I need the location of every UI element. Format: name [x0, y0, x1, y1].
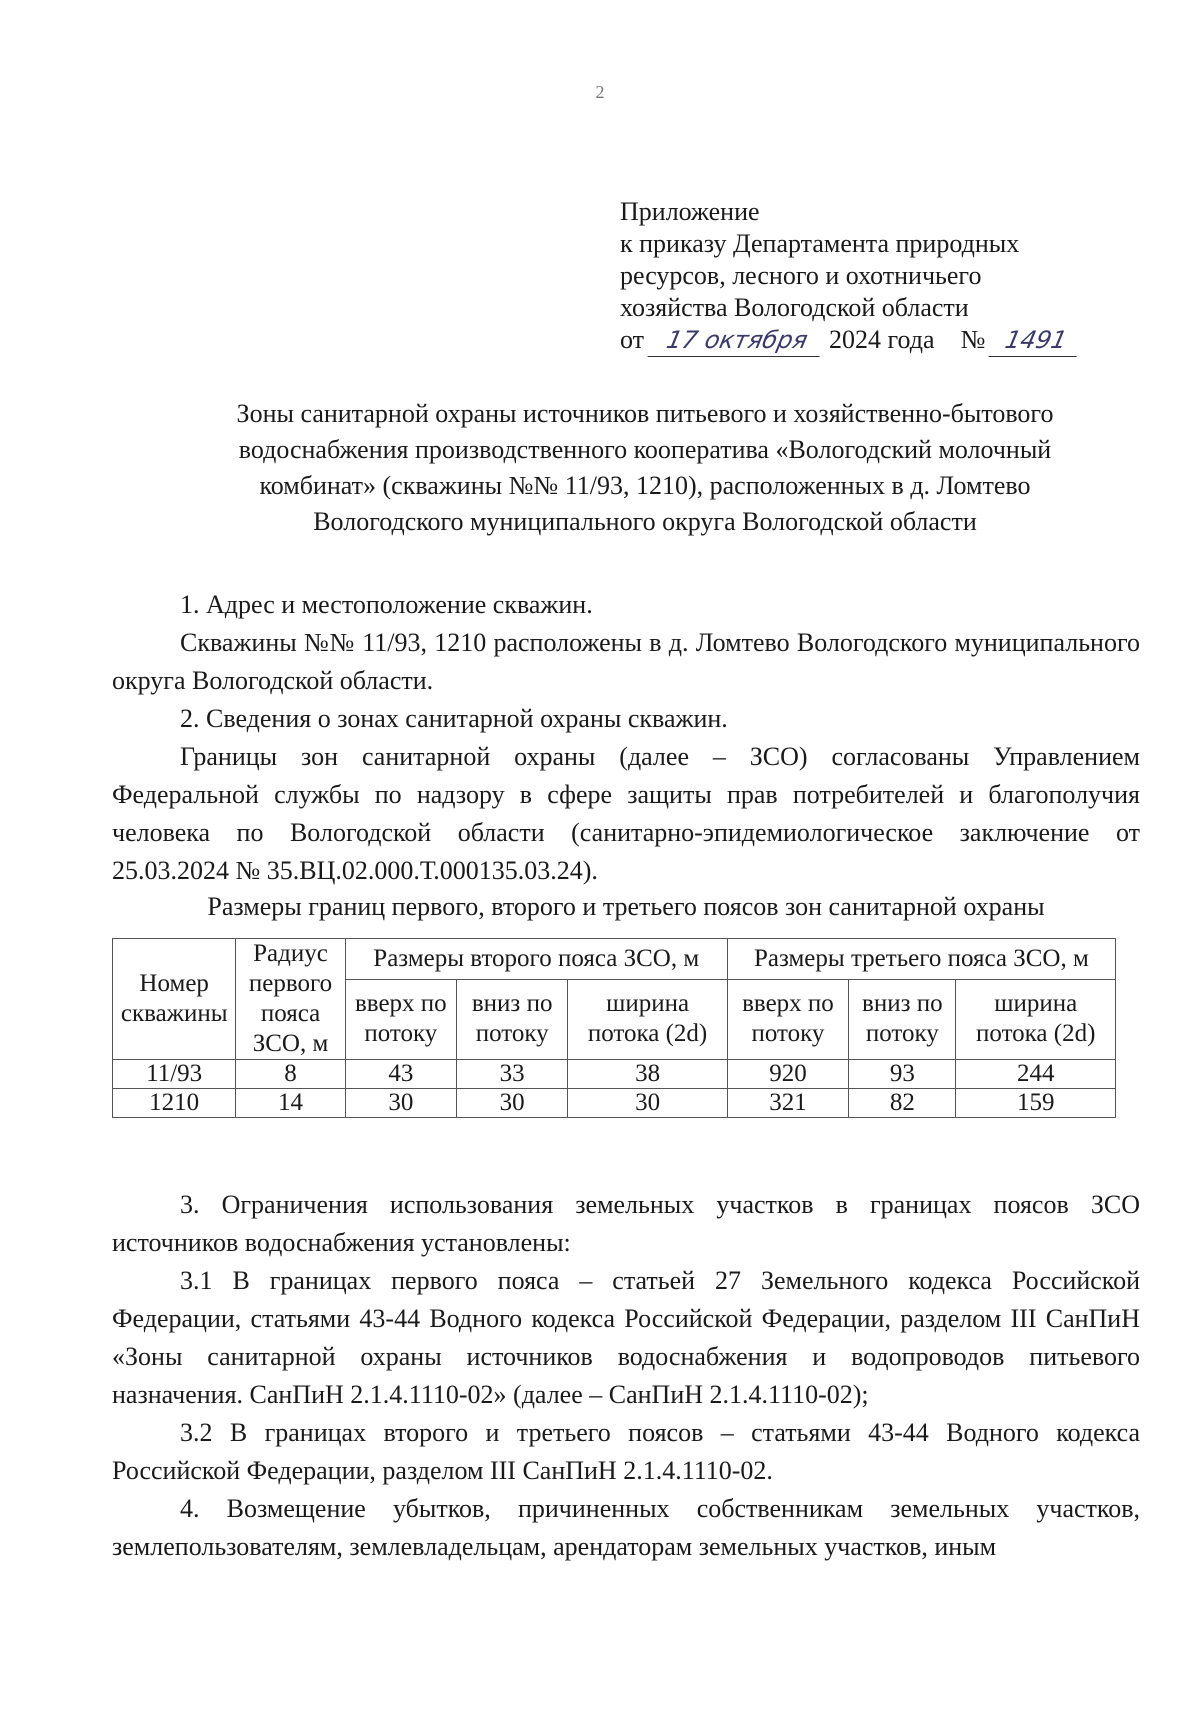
cell-up-3: 920	[727, 1060, 848, 1089]
table-caption: Размеры границ первого, второго и третьего поясов зон санитарной охраны	[207, 892, 1045, 921]
header-up-2: вверх по потоку	[345, 979, 456, 1059]
section-1-text: Скважины №№ 11/93, 1210 расположены в д. Ломтево Вологодского муниципального округа Вологодской области.	[112, 628, 1140, 695]
appendix-line: ресурсов, лесного и охотничьего	[620, 261, 982, 290]
title-line: Вологодского муниципального округа Вологодской области	[313, 507, 977, 536]
header-width-2: ширина потока (2d)	[568, 979, 727, 1059]
section-1-2	[112, 586, 1140, 890]
appendix-date-line	[620, 324, 1140, 357]
title-line: Зоны санитарной охраны источников питьевого и хозяйственно-бытового	[236, 399, 1054, 428]
cell-radius: 8	[236, 1060, 345, 1089]
header-third-belt: Размеры третьего пояса ЗСО, м	[727, 939, 1115, 980]
cell-down-2: 33	[457, 1060, 568, 1089]
header-width-3: ширина потока (2d)	[956, 979, 1116, 1059]
section-3-2-text: 3.2 В границах второго и третьего поясов – статьями 43-44 Водного кодекса Российской Федерации, разделом III СанПиН 2.1.4.1110-02.	[112, 1418, 1140, 1485]
cell-up-2: 43	[345, 1060, 456, 1089]
cell-up-3: 321	[727, 1089, 848, 1118]
zso-table	[112, 938, 1116, 1118]
from-label: от	[620, 325, 645, 354]
section-3-1-text: 3.1 В границах первого пояса – статьей 27 Земельного кодекса Российской Федерации, статьями 43-44 Водного кодекса Российской Федерации, разделом III СанПиН «Зоны санитарной охраны источников водоснабжения и водопроводов питьевого назначения. СанПиН 2.1.4.1110-02» (далее – СанПиН 2.1.4.1110-02);	[112, 1266, 1140, 1409]
header-well: Номер скважины	[113, 939, 236, 1060]
document-title	[160, 396, 1130, 540]
cell-down-3: 93	[849, 1060, 956, 1089]
table-row	[113, 1060, 1116, 1089]
section-1-heading: 1. Адрес и местоположение скважин.	[180, 590, 593, 619]
appendix-line: хозяйства Вологодской области	[620, 293, 969, 322]
title-line: водоснабжения производственного кооператива «Вологодский молочный	[238, 435, 1052, 464]
cell-down-3: 82	[849, 1089, 956, 1118]
cell-up-2: 30	[345, 1089, 456, 1118]
appendix-header	[620, 196, 1140, 357]
number-label: №	[960, 325, 986, 354]
cell-well: 11/93	[113, 1060, 236, 1089]
cell-down-2: 30	[457, 1089, 568, 1118]
header-second-belt: Размеры второго пояса ЗСО, м	[345, 939, 727, 980]
table-row	[113, 1089, 1116, 1118]
cell-width-2: 38	[568, 1060, 727, 1089]
header-down-2: вниз по потоку	[457, 979, 568, 1059]
section-4-text: 4. Возмещение убытков, причиненных собственникам земельных участков, землепользователям, землевладельцам, арендаторам земельных участков, иным	[112, 1494, 1140, 1561]
cell-width-2: 30	[568, 1089, 727, 1118]
cell-radius: 14	[236, 1089, 345, 1118]
cell-width-3: 244	[956, 1060, 1116, 1089]
section-3-text: 3. Ограничения использования земельных участков в границах поясов ЗСО источников водоснабжения установлены:	[112, 1190, 1140, 1257]
handwritten-date: 17 октября	[647, 324, 826, 357]
cell-well: 1210	[113, 1089, 236, 1118]
handwritten-number: 1491	[988, 324, 1083, 357]
header-up-3: вверх по потоку	[727, 979, 848, 1059]
section-2-text: Границы зон санитарной охраны (далее – ЗСО) согласованы Управлением Федеральной службы по надзору в сфере защиты прав потребителей и благополучия человека по Вологодской области (санитарно-эпидемиологическое заключение от 25.03.2024 № 35.ВЦ.02.000.Т.000135.03.24).	[112, 742, 1140, 885]
appendix-line: к приказу Департамента природных	[620, 229, 1020, 258]
appendix-line: Приложение	[620, 197, 760, 226]
title-line: комбинат» (скважины №№ 11/93, 1210), расположенных в д. Ломтево	[259, 471, 1031, 500]
section-2-heading: 2. Сведения о зонах санитарной охраны скважин.	[180, 704, 728, 733]
header-down-3: вниз по потоку	[849, 979, 956, 1059]
year-text: 2024 года	[829, 325, 935, 354]
header-radius: Радиус первого пояса ЗСО, м	[236, 939, 345, 1060]
cell-width-3: 159	[956, 1089, 1116, 1118]
section-3-4	[112, 1186, 1140, 1566]
page-number: 2	[595, 82, 605, 102]
